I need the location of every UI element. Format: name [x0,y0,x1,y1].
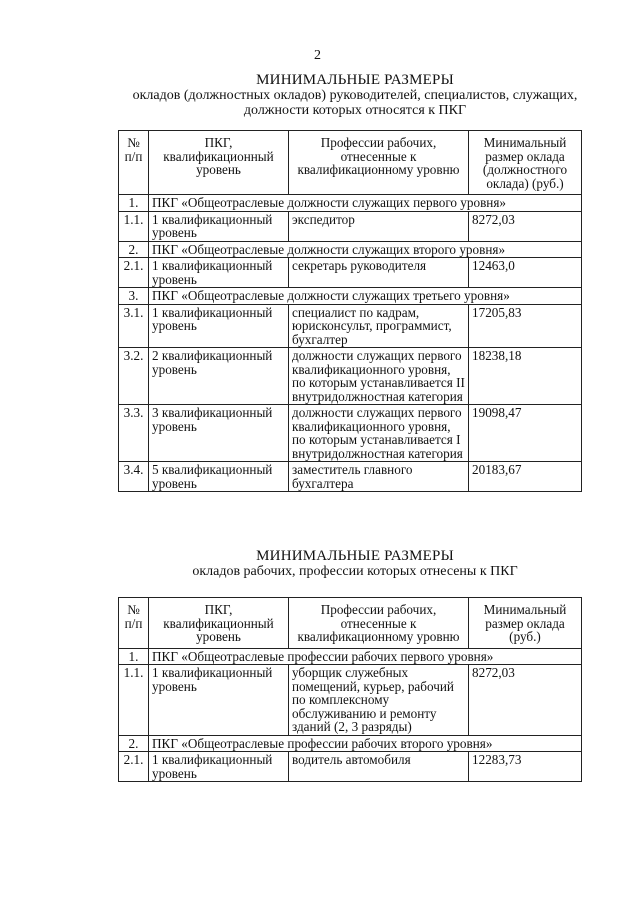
section2-title: МИНИМАЛЬНЫЕ РАЗМЕРЫ [256,548,454,564]
profession: специалист по кадрам, юрисконсульт, программист, бухгалтер [289,304,469,348]
profession: заместитель главного бухгалтера [289,462,469,492]
qualification-level: 2 квалификационный уровень [149,348,289,405]
group-title: ПКГ «Общеотраслевые должности служащих третьего уровня» [149,288,582,305]
header-pkg: ПКГ, квалификационный уровень [149,131,289,195]
row-number: 1. [119,648,149,665]
section2-heading [120,548,590,579]
table-row-group [119,648,582,665]
row-number: 1.1. [119,665,149,736]
header-salary: Минимальный размер оклада (руб.) [469,598,582,649]
salary-table-workers [118,597,582,782]
salary-value: 12283,73 [469,752,582,782]
profession: должности служащих первого квалификационного уровня, по которым устанавливается II внутридолжностная категория [289,348,469,405]
section1-title: МИНИМАЛЬНЫЕ РАЗМЕРЫ [256,72,454,88]
table-row [119,462,582,492]
table-row [119,665,582,736]
qualification-level: 3 квалификационный уровень [149,405,289,462]
salary-value: 8272,03 [469,211,582,241]
salary-value: 19098,47 [469,405,582,462]
qualification-level: 1 квалификационный уровень [149,304,289,348]
profession: секретарь руководителя [289,258,469,288]
qualification-level: 1 квалификационный уровень [149,752,289,782]
row-number: 3. [119,288,149,305]
profession: экспедитор [289,211,469,241]
table-body [119,648,582,782]
header-num: № п/п [119,598,149,649]
table-row-group [119,241,582,258]
row-number: 2. [119,241,149,258]
table-row [119,348,582,405]
row-number: 3.2. [119,348,149,405]
header-pkg: ПКГ, квалификационный уровень [149,598,289,649]
row-number: 3.4. [119,462,149,492]
header-profession: Профессии рабочих, отнесенные к квалификационному уровню [289,598,469,649]
qualification-level: 1 квалификационный уровень [149,258,289,288]
table-header-row [119,131,582,195]
table-row-group [119,195,582,212]
group-title: ПКГ «Общеотраслевые должности служащих первого уровня» [149,195,582,212]
section2-subtitle-line1: окладов рабочих, профессии которых отнесены к ПКГ [192,564,518,579]
qualification-level: 5 квалификационный уровень [149,462,289,492]
group-title: ПКГ «Общеотраслевые профессии рабочих второго уровня» [149,735,582,752]
table-row [119,258,582,288]
profession: уборщик служебных помещений, курьер, рабочий по комплексному обслуживанию и ремонту зданий (2, 3 разряды) [289,665,469,736]
row-number: 3.3. [119,405,149,462]
salary-value: 18238,18 [469,348,582,405]
table-row [119,304,582,348]
row-number: 2.1. [119,752,149,782]
header-num: № п/п [119,131,149,195]
section1-subtitle-line2: должности которых относятся к ПКГ [243,103,467,118]
table-row-group [119,288,582,305]
section1-subtitle-line1: окладов (должностных окладов) руководителей, специалистов, служащих, [132,88,578,103]
profession: должности служащих первого квалификационного уровня, по которым устанавливается I внутридолжностная категория [289,405,469,462]
header-salary: Минимальный размер оклада (должностного оклада) (руб.) [469,131,582,195]
salary-table-employees [118,130,582,492]
section1-heading [120,72,590,118]
row-number: 2.1. [119,258,149,288]
salary-value: 20183,67 [469,462,582,492]
table-row [119,752,582,782]
profession: водитель автомобиля [289,752,469,782]
row-number: 2. [119,735,149,752]
page-number: 2 [314,48,321,63]
table-row-group [119,735,582,752]
table-row [119,405,582,462]
salary-value: 12463,0 [469,258,582,288]
header-profession: Профессии рабочих, отнесенные к квалификационному уровню [289,131,469,195]
table-body [119,195,582,492]
salary-value: 8272,03 [469,665,582,736]
qualification-level: 1 квалификационный уровень [149,211,289,241]
table-row [119,211,582,241]
row-number: 1. [119,195,149,212]
row-number: 1.1. [119,211,149,241]
qualification-level: 1 квалификационный уровень [149,665,289,736]
salary-value: 17205,83 [469,304,582,348]
group-title: ПКГ «Общеотраслевые профессии рабочих первого уровня» [149,648,582,665]
row-number: 3.1. [119,304,149,348]
group-title: ПКГ «Общеотраслевые должности служащих второго уровня» [149,241,582,258]
table-header-row [119,598,582,649]
